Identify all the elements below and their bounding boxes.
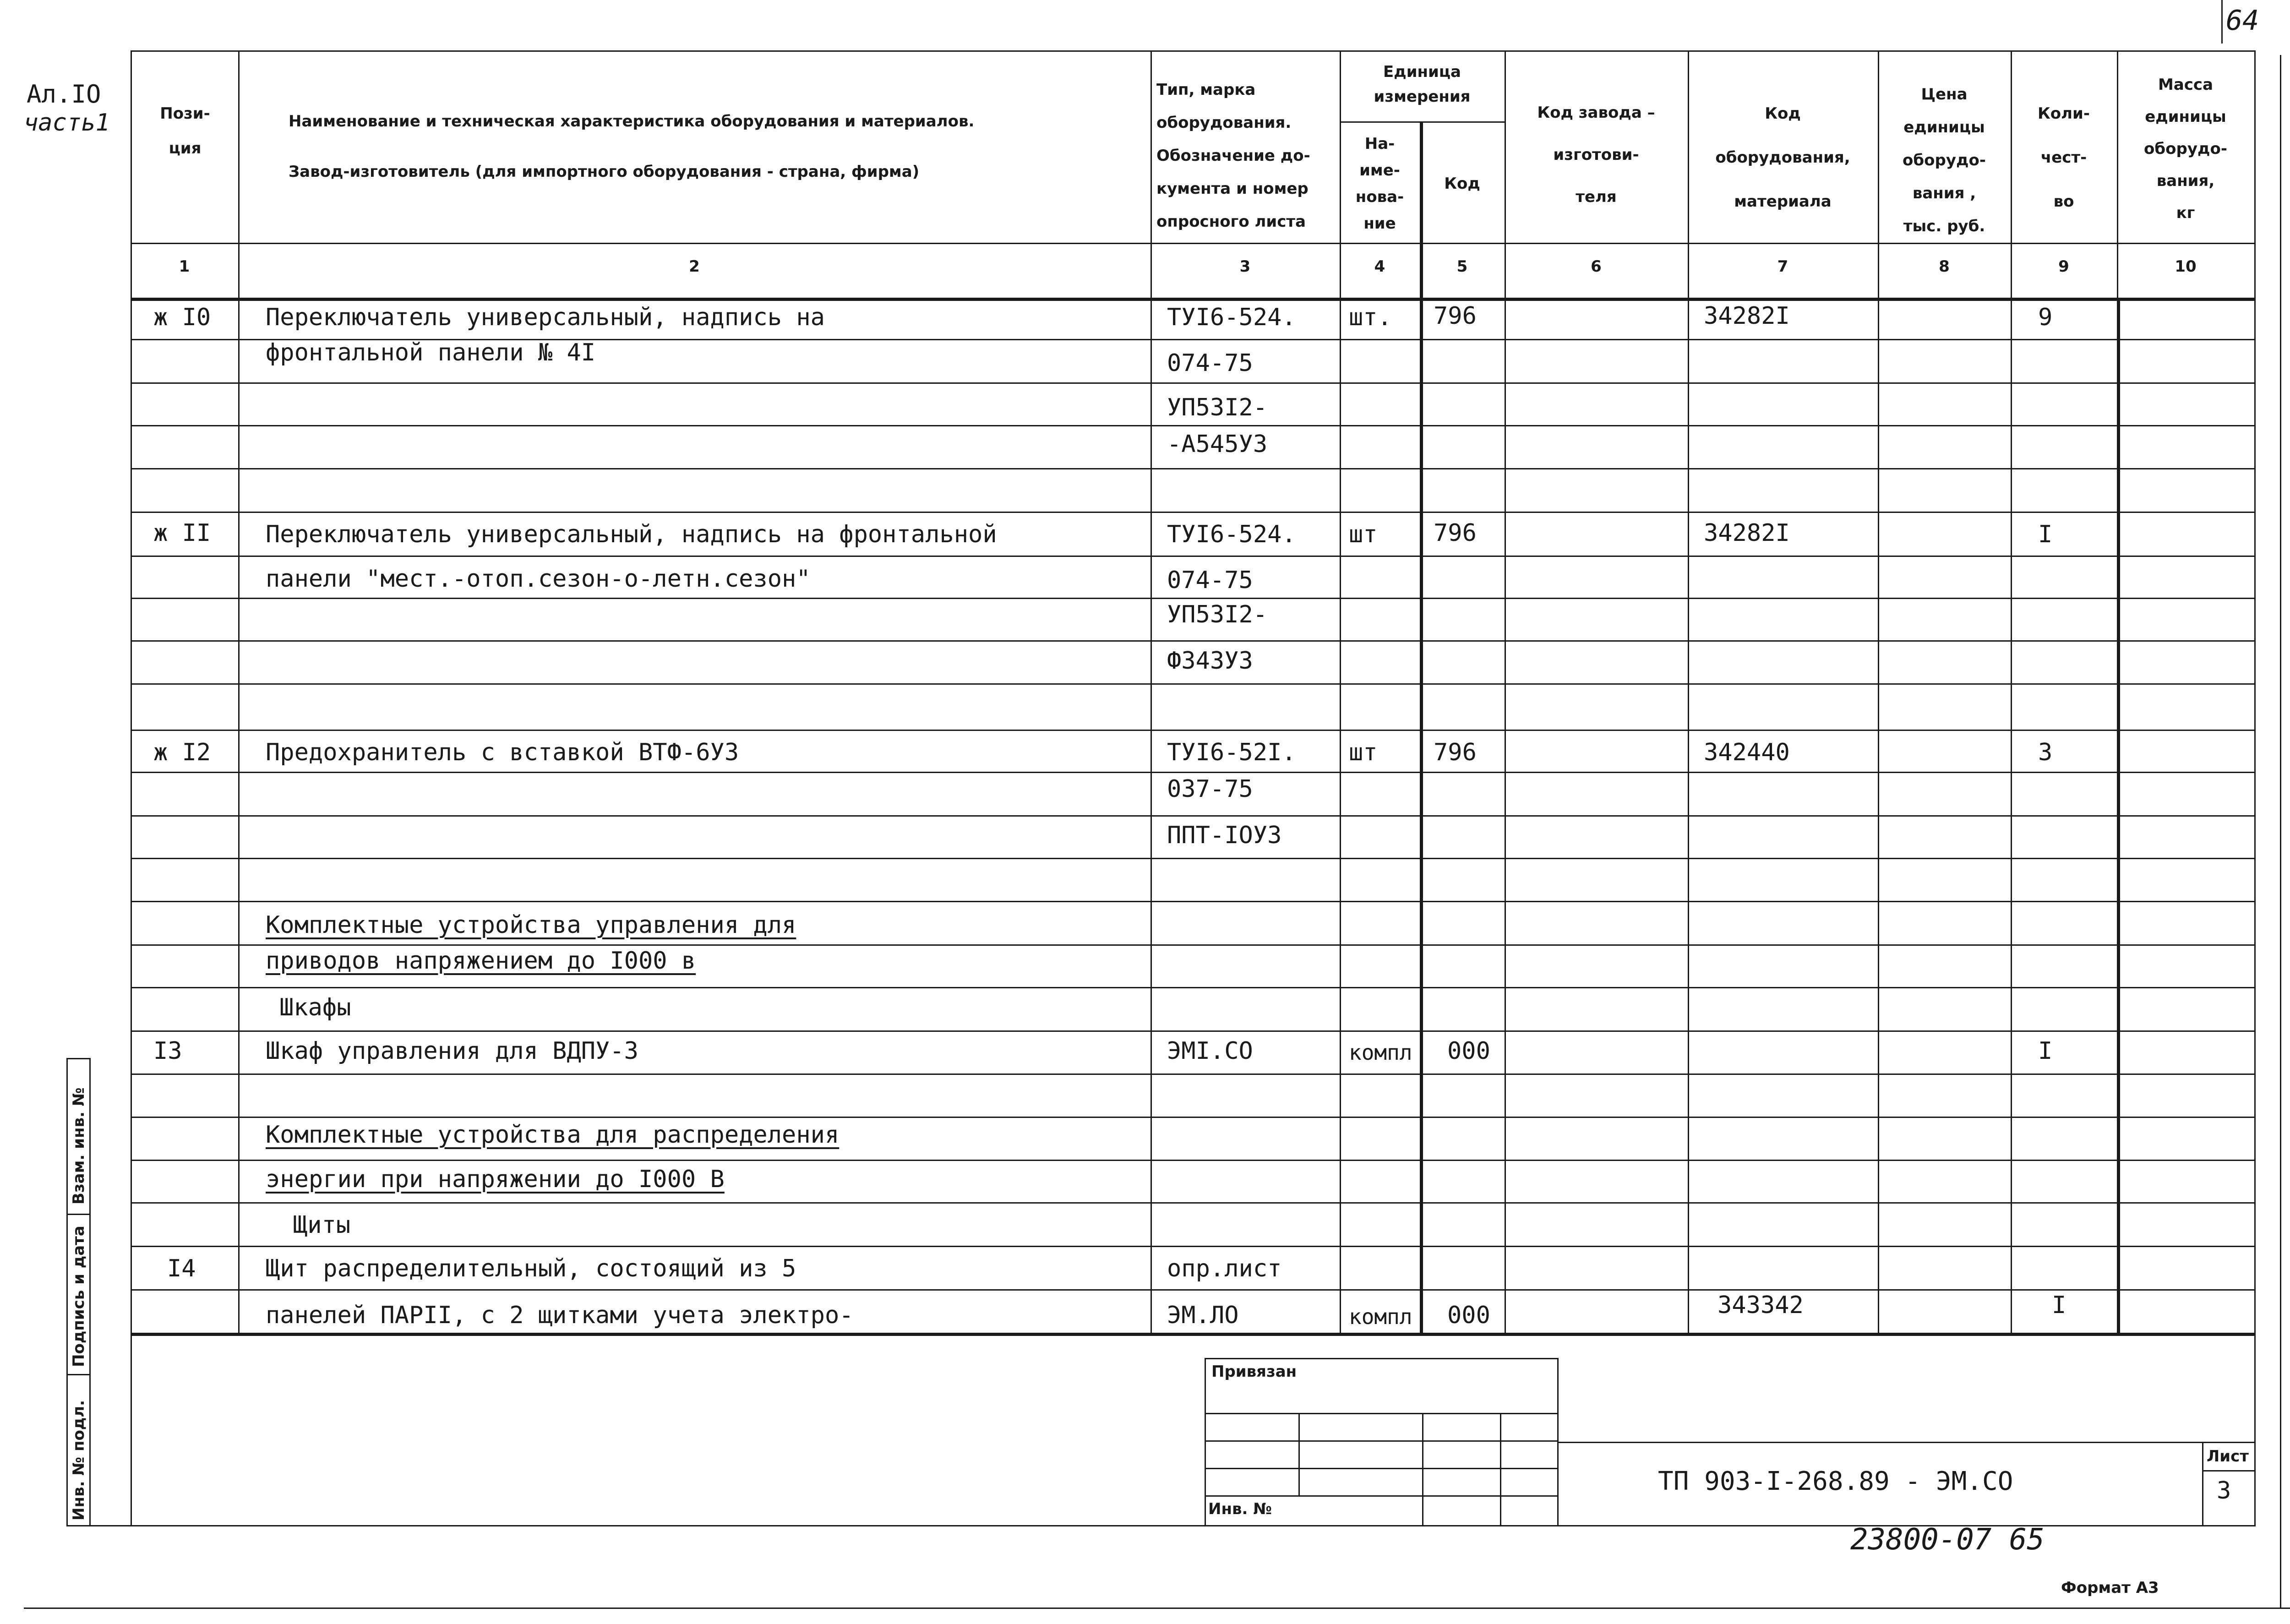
section-heading: Комплектные устройства для распределения: [266, 1121, 840, 1149]
number-row-bottom: [131, 298, 2256, 301]
name-cell: фронтальной панели № 4I: [266, 339, 596, 366]
subsection-heading: Щиты: [293, 1211, 351, 1239]
row-line: [131, 598, 2256, 599]
unit-cell: шт: [1349, 521, 1378, 548]
unit-cell: компл: [1349, 1040, 1412, 1065]
unit-cell: шт: [1349, 739, 1378, 766]
row-line: [131, 901, 2256, 902]
sheet-cell-divider: [2202, 1470, 2256, 1471]
row-line: [131, 730, 2256, 731]
podpis-data-stamp: Подпись и дата: [70, 1226, 88, 1367]
page-number: 64: [2226, 5, 2259, 37]
row-line: [131, 987, 2256, 988]
quantity-cell: I: [2038, 521, 2053, 548]
row-line: [131, 858, 2256, 859]
row-line: [131, 425, 2256, 426]
col-div-6: [1688, 50, 1689, 1333]
row-line: [131, 1202, 2256, 1204]
row-line: [131, 683, 2256, 685]
header-col9: Коли- чест- во: [2038, 104, 2090, 211]
header-unit: Единица измерения: [1374, 63, 1471, 106]
header-col3: Тип, марка оборудования. Обозначение до- кумента и номер опросного листа: [1156, 81, 1310, 231]
type-cell: 074-75: [1167, 567, 1253, 594]
col-div-8: [2011, 50, 2012, 1333]
unit-code-cell: 796: [1434, 302, 1477, 330]
side-stamp-top: [66, 1058, 89, 1059]
material-code-cell: 34282I: [1704, 302, 1790, 330]
type-cell: ППТ-IОУЗ: [1167, 822, 1282, 849]
col-num-10: 10: [2175, 257, 2197, 276]
document-designation: ТП 903-I-268.89 - ЭМ.СО: [1658, 1466, 2013, 1496]
quantity-cell: I: [2038, 1037, 2053, 1065]
stamp-top: [1205, 1358, 1557, 1359]
row-line: [131, 640, 2256, 642]
side-stamp-border-left: [66, 1058, 68, 1525]
subsection-heading: Шкафы: [279, 994, 351, 1021]
row-line: [131, 1246, 2256, 1247]
header-col10: Масса единицы оборудо- вания, кг: [2144, 76, 2227, 222]
header-col5: Код: [1444, 174, 1480, 193]
type-cell: ЭМ.ЛО: [1167, 1302, 1239, 1329]
table-top-border: [131, 50, 2256, 52]
name-cell: панелей ПАРII, с 2 щитками учета электро-: [266, 1302, 854, 1329]
col-num-1: 1: [179, 257, 190, 276]
row-line: [131, 1289, 2256, 1291]
row-line: [131, 1117, 2256, 1118]
header-col7: Код оборудования, материала: [1715, 104, 1850, 211]
header-col4: На- име- нова- ние: [1355, 135, 1404, 233]
format-label: Формат А3: [2061, 1579, 2159, 1597]
name-cell: Переключатель универсальный, надпись на фронтальной: [266, 521, 997, 548]
page-number-mark: [2221, 0, 2223, 44]
col-num-4: 4: [1374, 257, 1385, 276]
row-line: [131, 468, 2256, 469]
section-heading: приводов напряжением до I000 в: [266, 947, 696, 975]
position-cell: ж II: [153, 519, 211, 547]
type-cell: ТУI6-524.: [1167, 521, 1296, 548]
type-cell: -А545УЗ: [1167, 431, 1268, 458]
col-div-7: [1878, 50, 1879, 1333]
stamp-line: [1205, 1413, 1557, 1414]
stamp-col: [1422, 1413, 1423, 1525]
type-cell: ЭМI.СО: [1167, 1037, 1253, 1065]
quantity-cell: 9: [2038, 304, 2053, 331]
header-col6: Код завода – изготови- теля: [1537, 104, 1655, 206]
position-cell: I3: [153, 1037, 182, 1065]
row-line: [131, 944, 2256, 946]
side-stamp-div2: [66, 1374, 89, 1375]
position-cell: I4: [167, 1255, 196, 1282]
side-stamp-div1: [66, 1214, 89, 1215]
album-label: Ал.IO: [27, 80, 101, 109]
material-code-cell: 34282I: [1704, 519, 1790, 547]
inv-no-label: Инв. №: [1208, 1500, 1272, 1518]
position-cell: ж I2: [153, 739, 211, 766]
part-label: часть1: [24, 109, 110, 136]
designation-top-line: [1557, 1442, 2256, 1443]
type-cell: ТУI6-524.: [1167, 304, 1296, 331]
outer-frame-right: [2280, 55, 2281, 1608]
side-stamp-bottom: [66, 1525, 131, 1526]
col-num-7: 7: [1777, 257, 1788, 276]
stamp-line: [1205, 1495, 1557, 1497]
type-cell: ТУI6-52I.: [1167, 739, 1296, 766]
type-cell: УП53I2-: [1167, 601, 1268, 628]
header-col8: Цена единицы оборудо- вания , тыс. руб.: [1903, 85, 1986, 235]
unit-cell: шт.: [1349, 304, 1392, 331]
header-bottom-line: [131, 243, 2256, 244]
name-cell: Шкаф управления для ВДПУ-3: [266, 1037, 638, 1065]
type-cell: 074-75: [1167, 349, 1253, 377]
stamp-line: [1205, 1468, 1557, 1469]
unit-code-cell: 796: [1434, 739, 1477, 766]
type-cell: опр.лист: [1167, 1255, 1282, 1282]
sheet-label: Лист: [2207, 1447, 2249, 1466]
col-num-6: 6: [1591, 257, 1602, 276]
stamp-line: [1205, 1440, 1557, 1442]
row-line: [131, 382, 2256, 384]
unit-subheader-line: [1340, 121, 1505, 123]
row-line: [131, 1074, 2256, 1075]
col-div-4: [1420, 121, 1423, 1333]
col-num-3: 3: [1239, 257, 1251, 276]
name-cell: Переключатель универсальный, надпись на: [266, 304, 825, 331]
col-div-2: [1150, 50, 1152, 1333]
type-cell: 037-75: [1167, 775, 1253, 803]
vzam-inv-stamp: Взам. инв. №: [70, 1087, 88, 1204]
stamp-col: [1500, 1413, 1501, 1525]
unit-code-cell: 000: [1447, 1037, 1490, 1065]
unit-code-cell: 796: [1434, 519, 1477, 547]
header-col2: Наименование и техническая характеристика оборудования и материалов. Завод-изготовитель (для импортного оборудования - страна, фирма): [289, 112, 975, 181]
quantity-cell: I: [2052, 1292, 2066, 1319]
row-line: [131, 1160, 2256, 1161]
name-cell: Предохранитель с вставкой ВТФ-6УЗ: [266, 739, 739, 766]
name-cell: панели "мест.-отоп.сезон-о-летн.сезон": [266, 565, 811, 593]
sheet-number: 3: [2217, 1477, 2231, 1504]
section-heading: Комплектные устройства управления для: [266, 911, 796, 939]
stamp-col: [1298, 1413, 1300, 1495]
outer-frame-bottom: [24, 1608, 2290, 1609]
col-div-1: [238, 50, 240, 1333]
position-cell: ж I0: [153, 304, 211, 331]
sheet-cell-left: [2202, 1442, 2203, 1525]
unit-cell: компл: [1349, 1304, 1412, 1329]
unit-code-cell: 000: [1447, 1302, 1490, 1329]
privyazan-label: Привязан: [1211, 1362, 1297, 1381]
row-line: [131, 772, 2256, 773]
name-cell: Щит распределительный, состоящий из 5: [266, 1255, 796, 1282]
quantity-cell: 3: [2038, 739, 2053, 766]
table-right-border: [2254, 50, 2256, 1525]
col-num-5: 5: [1456, 257, 1468, 276]
row-line: [131, 1030, 2256, 1032]
col-num-2: 2: [689, 257, 700, 276]
col-div-3: [1340, 50, 1341, 1333]
material-code-cell: 342440: [1704, 739, 1790, 766]
side-stamp-border-inner: [89, 1058, 91, 1525]
header-col1: Пози- ция: [160, 104, 210, 158]
type-cell: УП53I2-: [1167, 394, 1268, 421]
row-line: [131, 512, 2256, 513]
body-bottom-line: [131, 1333, 2256, 1336]
col-num-8: 8: [1939, 257, 1950, 276]
row-line: [131, 556, 2256, 557]
section-heading: энергии при напряжении до I000 В: [266, 1166, 725, 1193]
handwritten-inventory-number: 23800-07 65: [1850, 1523, 2045, 1557]
col-num-9: 9: [2058, 257, 2069, 276]
row-line: [131, 815, 2256, 817]
inv-podl-stamp: Инв. № подл.: [70, 1400, 88, 1520]
material-code-cell: 343342: [1718, 1292, 1804, 1319]
type-cell: Ф343УЗ: [1167, 647, 1253, 675]
col-div-5: [1505, 50, 1506, 1333]
